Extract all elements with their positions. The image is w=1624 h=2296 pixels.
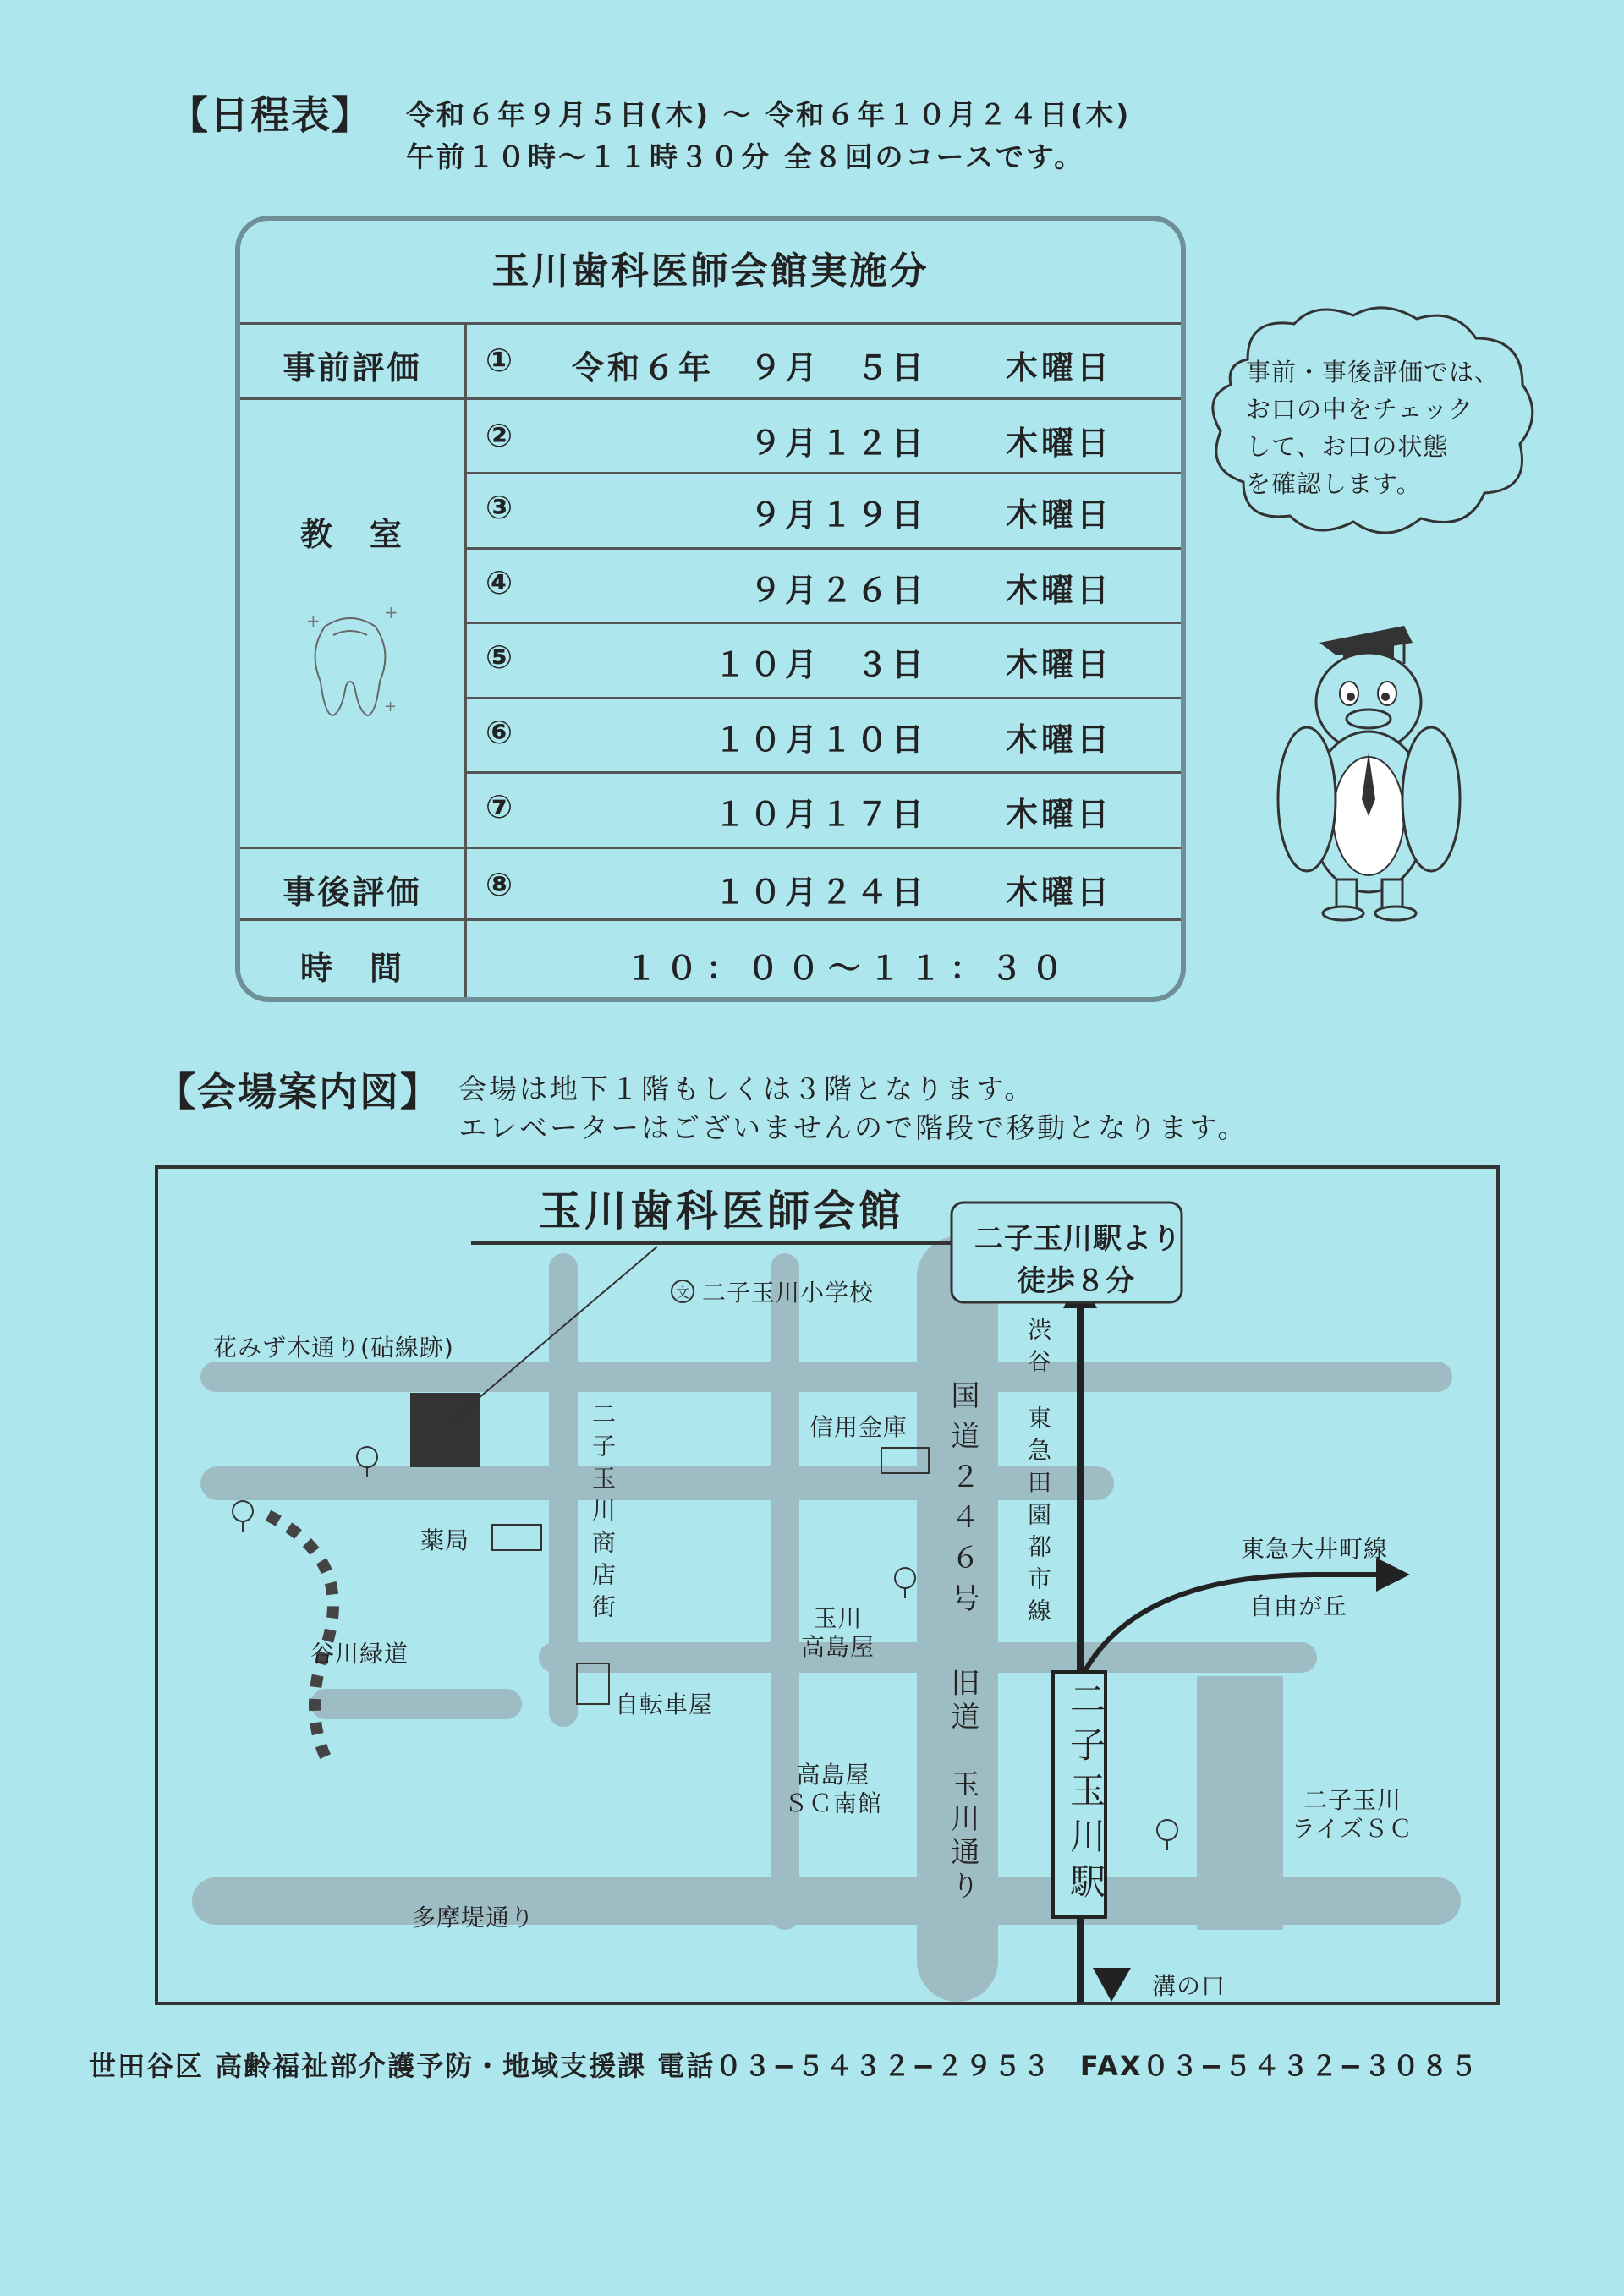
row-label: 事後評価 [283,873,422,911]
svg-text:文: 文 [676,1285,690,1301]
row-date: ９月１９日 [749,496,927,534]
time-label: 時 間 [299,950,404,987]
label-route246: 国道２４６号 [946,1380,979,1624]
schedule-row [240,847,1181,924]
station-info-line1: 二子玉川駅より [974,1222,1182,1256]
row-number: ① [486,342,517,379]
yakkyoku-box [492,1525,541,1550]
schedule-period: 令和６年９月５日(木) ～ 令和６年１０月２４日(木) [406,98,1132,131]
venue-heading: 【会場案内図】 [156,1069,441,1115]
cloud-text: 事前・事後評価では、 お口の中をチェック して、お口の状態 を確認します。 [1246,358,1501,498]
label-mizonokuchi: 溝の口 [1152,1972,1226,2000]
row-day: 木曜日 [1006,796,1113,833]
label-shoutengai: 二子玉川商店街 [589,1401,617,1626]
label-yakkyoku: 薬局 [420,1526,470,1554]
footer-contact: 世田谷区 高齢福祉部介護予防・地域支援課 電話０３−５４３２−２９５３ FAX０３−５４３２−３０８５ [89,2050,1479,2082]
svg-text:+: + [384,698,398,715]
schedule-row [240,322,1181,400]
label-yazawa: 谷川緑道 [310,1640,409,1668]
label-rise: 二子玉川 ライズＳＣ [1292,1786,1413,1843]
schedule-row [240,397,1181,475]
pin-icon [233,1501,253,1521]
label-sc-south: 高島屋 ＳＣ南館 [784,1761,883,1817]
row-day: 木曜日 [1006,424,1113,462]
pin-icon [895,1568,915,1588]
row-date: １０月 ３日 [713,646,927,683]
label-shibuya: 渋谷 [1024,1317,1052,1381]
row-number: ⑤ [486,638,517,676]
schedule-row [240,771,1181,847]
table-title: 玉川歯科医師会館実施分 [240,221,1181,325]
row-date: ９月１２日 [749,424,927,462]
row-number: ⑥ [486,713,517,751]
schedule-table [235,216,1186,1002]
row-day: 木曜日 [1006,349,1113,386]
row-number: ④ [486,563,517,601]
time-row [240,918,1181,1002]
classroom-label: 教 室 [299,516,404,553]
venue-note-1: 会場は地下１階もしくは３階となります。 [458,1072,1035,1105]
row-day: 木曜日 [1006,571,1113,609]
row-label: 事前評価 [283,349,422,386]
svg-text:+: + [384,602,398,622]
road-small [771,1253,799,1930]
svg-text:+: + [306,611,321,631]
label-station: 二子玉川駅 [1065,1680,1106,1909]
road-hanamizuki [200,1362,1452,1392]
pin-icon [1157,1820,1177,1840]
row-date: １０月１０日 [713,721,927,759]
building-marker [410,1393,480,1467]
label-oimachi: 東急大井町線 [1241,1535,1389,1563]
label-tamatsutsumi: 多摩堤通り [412,1904,535,1932]
arrow-mizonokuchi-icon [1093,1968,1131,2002]
label-school: 二子玉川小学校 [702,1279,875,1307]
label-denentoshi: 東急田園都市線 [1024,1406,1052,1630]
row-day: 木曜日 [1006,646,1113,683]
label-shinyo: 信用金庫 [809,1413,908,1441]
label-jiyugaoka: 自由が丘 [1249,1592,1348,1620]
row-day: 木曜日 [1006,873,1113,911]
row-date: １０月２４日 [713,873,927,911]
row-date: 令和６年 ９月 ５日 [571,349,927,386]
station-info-line2: 徒歩８分 [1017,1264,1135,1298]
tooth-icon [299,601,401,728]
building-name: 玉川歯科医師会館 [539,1186,904,1236]
row-date: ９月２６日 [749,571,927,609]
label-jitensha: 自転車屋 [615,1690,714,1718]
label-hanamizuki: 花みず木通り(砧線跡) [213,1334,454,1362]
row-day: 木曜日 [1006,721,1113,759]
row-number: ⑦ [486,788,517,825]
time-value: １０：００～１１：３０ [625,950,1073,987]
label-kyudo: 旧道 玉川通り [946,1668,979,1904]
venue-note-2: エレベーターはございませんので階段で移動となります。 [458,1111,1248,1144]
row-number: ③ [486,489,517,526]
row-date: １０月１７日 [713,796,927,833]
label-takashimaya: 玉川 高島屋 [801,1604,875,1661]
penguin-mascot [1269,617,1472,922]
road-shop [310,1689,522,1719]
rise-block [1197,1676,1283,1930]
row-number: ⑧ [486,865,517,903]
row-day: 木曜日 [1006,496,1113,534]
row-number: ② [486,416,517,454]
schedule-time-summary: 午前１０時～１１時３０分 全８回のコースです。 [406,140,1085,173]
pin-icon [357,1447,377,1467]
road-shoutengai [549,1253,578,1727]
schedule-heading: 【日程表】 [169,92,372,138]
venue-map [155,1165,1500,2005]
